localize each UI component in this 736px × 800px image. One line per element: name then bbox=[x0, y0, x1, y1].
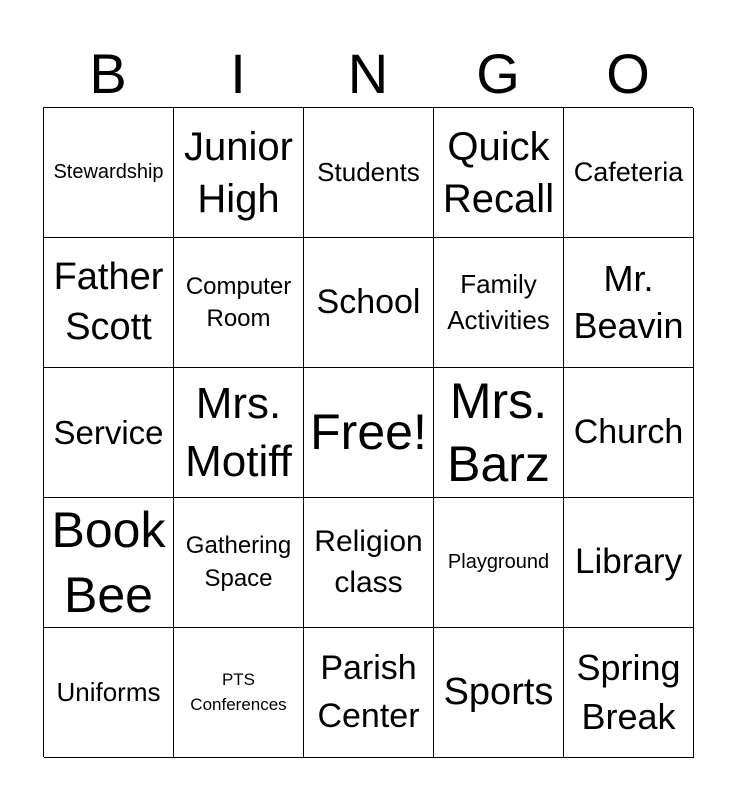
bingo-cell-label: Cafeteria bbox=[573, 156, 684, 187]
bingo-cell[interactable] bbox=[304, 368, 434, 498]
header-letter-o: O bbox=[606, 42, 650, 105]
bingo-cell[interactable] bbox=[44, 108, 174, 238]
bingo-cell[interactable] bbox=[304, 498, 434, 628]
bingo-cell-label: Quick Recall bbox=[442, 124, 555, 221]
bingo-cell[interactable] bbox=[564, 368, 694, 498]
bingo-board bbox=[43, 107, 693, 757]
bingo-cell-label: Mrs. Barz bbox=[447, 373, 550, 492]
bingo-cell[interactable] bbox=[174, 238, 304, 368]
bingo-cell-label: Playground bbox=[447, 551, 550, 573]
bingo-cell[interactable] bbox=[44, 368, 174, 498]
bingo-cell[interactable] bbox=[44, 628, 174, 758]
bingo-header bbox=[43, 40, 693, 108]
bingo-cell[interactable] bbox=[304, 108, 434, 238]
header-letter-n: N bbox=[347, 42, 389, 105]
bingo-cell[interactable] bbox=[174, 628, 304, 758]
bingo-cell-label: Spring Break bbox=[576, 646, 681, 737]
header-letter-i: I bbox=[230, 42, 246, 105]
bingo-cell[interactable] bbox=[434, 238, 564, 368]
bingo-cell-label: Stewardship bbox=[53, 161, 164, 183]
bingo-cell[interactable] bbox=[434, 498, 564, 628]
bingo-cell[interactable] bbox=[434, 108, 564, 238]
bingo-cell-label: Parish Center bbox=[317, 648, 420, 735]
bingo-cell-label: Service bbox=[53, 413, 164, 451]
bingo-cell-label: PTS Conferences bbox=[190, 669, 287, 714]
bingo-cell-label: Library bbox=[575, 542, 682, 582]
bingo-cell[interactable] bbox=[564, 498, 694, 628]
bingo-cell[interactable] bbox=[434, 628, 564, 758]
header-letter-g: G bbox=[476, 42, 520, 105]
bingo-cell-label: Free! bbox=[310, 403, 427, 460]
bingo-cell-label: Mrs. Motiff bbox=[185, 379, 292, 486]
bingo-cell-label: School bbox=[316, 282, 421, 321]
bingo-cell-label: Mr. Beavin bbox=[573, 257, 684, 346]
bingo-cell[interactable] bbox=[304, 628, 434, 758]
bingo-cell[interactable] bbox=[174, 498, 304, 628]
bingo-cell-label: Father Scott bbox=[53, 256, 164, 348]
bingo-cell-label: Book Bee bbox=[51, 501, 166, 623]
bingo-cell-label: Uniforms bbox=[56, 676, 161, 707]
bingo-cell-label: Gathering Space bbox=[185, 532, 292, 592]
bingo-cell[interactable] bbox=[44, 498, 174, 628]
bingo-cell-label: Religion class bbox=[314, 525, 423, 599]
bingo-cell-label: Students bbox=[317, 156, 420, 187]
bingo-cell-label: Family Activities bbox=[447, 269, 550, 335]
bingo-cell[interactable] bbox=[564, 628, 694, 758]
bingo-cell[interactable] bbox=[304, 238, 434, 368]
bingo-cell[interactable] bbox=[564, 108, 694, 238]
bingo-cell[interactable] bbox=[44, 238, 174, 368]
bingo-cell[interactable] bbox=[434, 368, 564, 498]
header-letter-b: B bbox=[89, 42, 127, 105]
bingo-cell-label: Junior High bbox=[184, 124, 293, 221]
bingo-cell-label: Computer Room bbox=[185, 273, 292, 332]
bingo-cell[interactable] bbox=[564, 238, 694, 368]
bingo-cell-label: Church bbox=[573, 412, 684, 451]
bingo-cell-label: Sports bbox=[443, 670, 554, 713]
bingo-cell[interactable] bbox=[174, 368, 304, 498]
bingo-cell[interactable] bbox=[174, 108, 304, 238]
